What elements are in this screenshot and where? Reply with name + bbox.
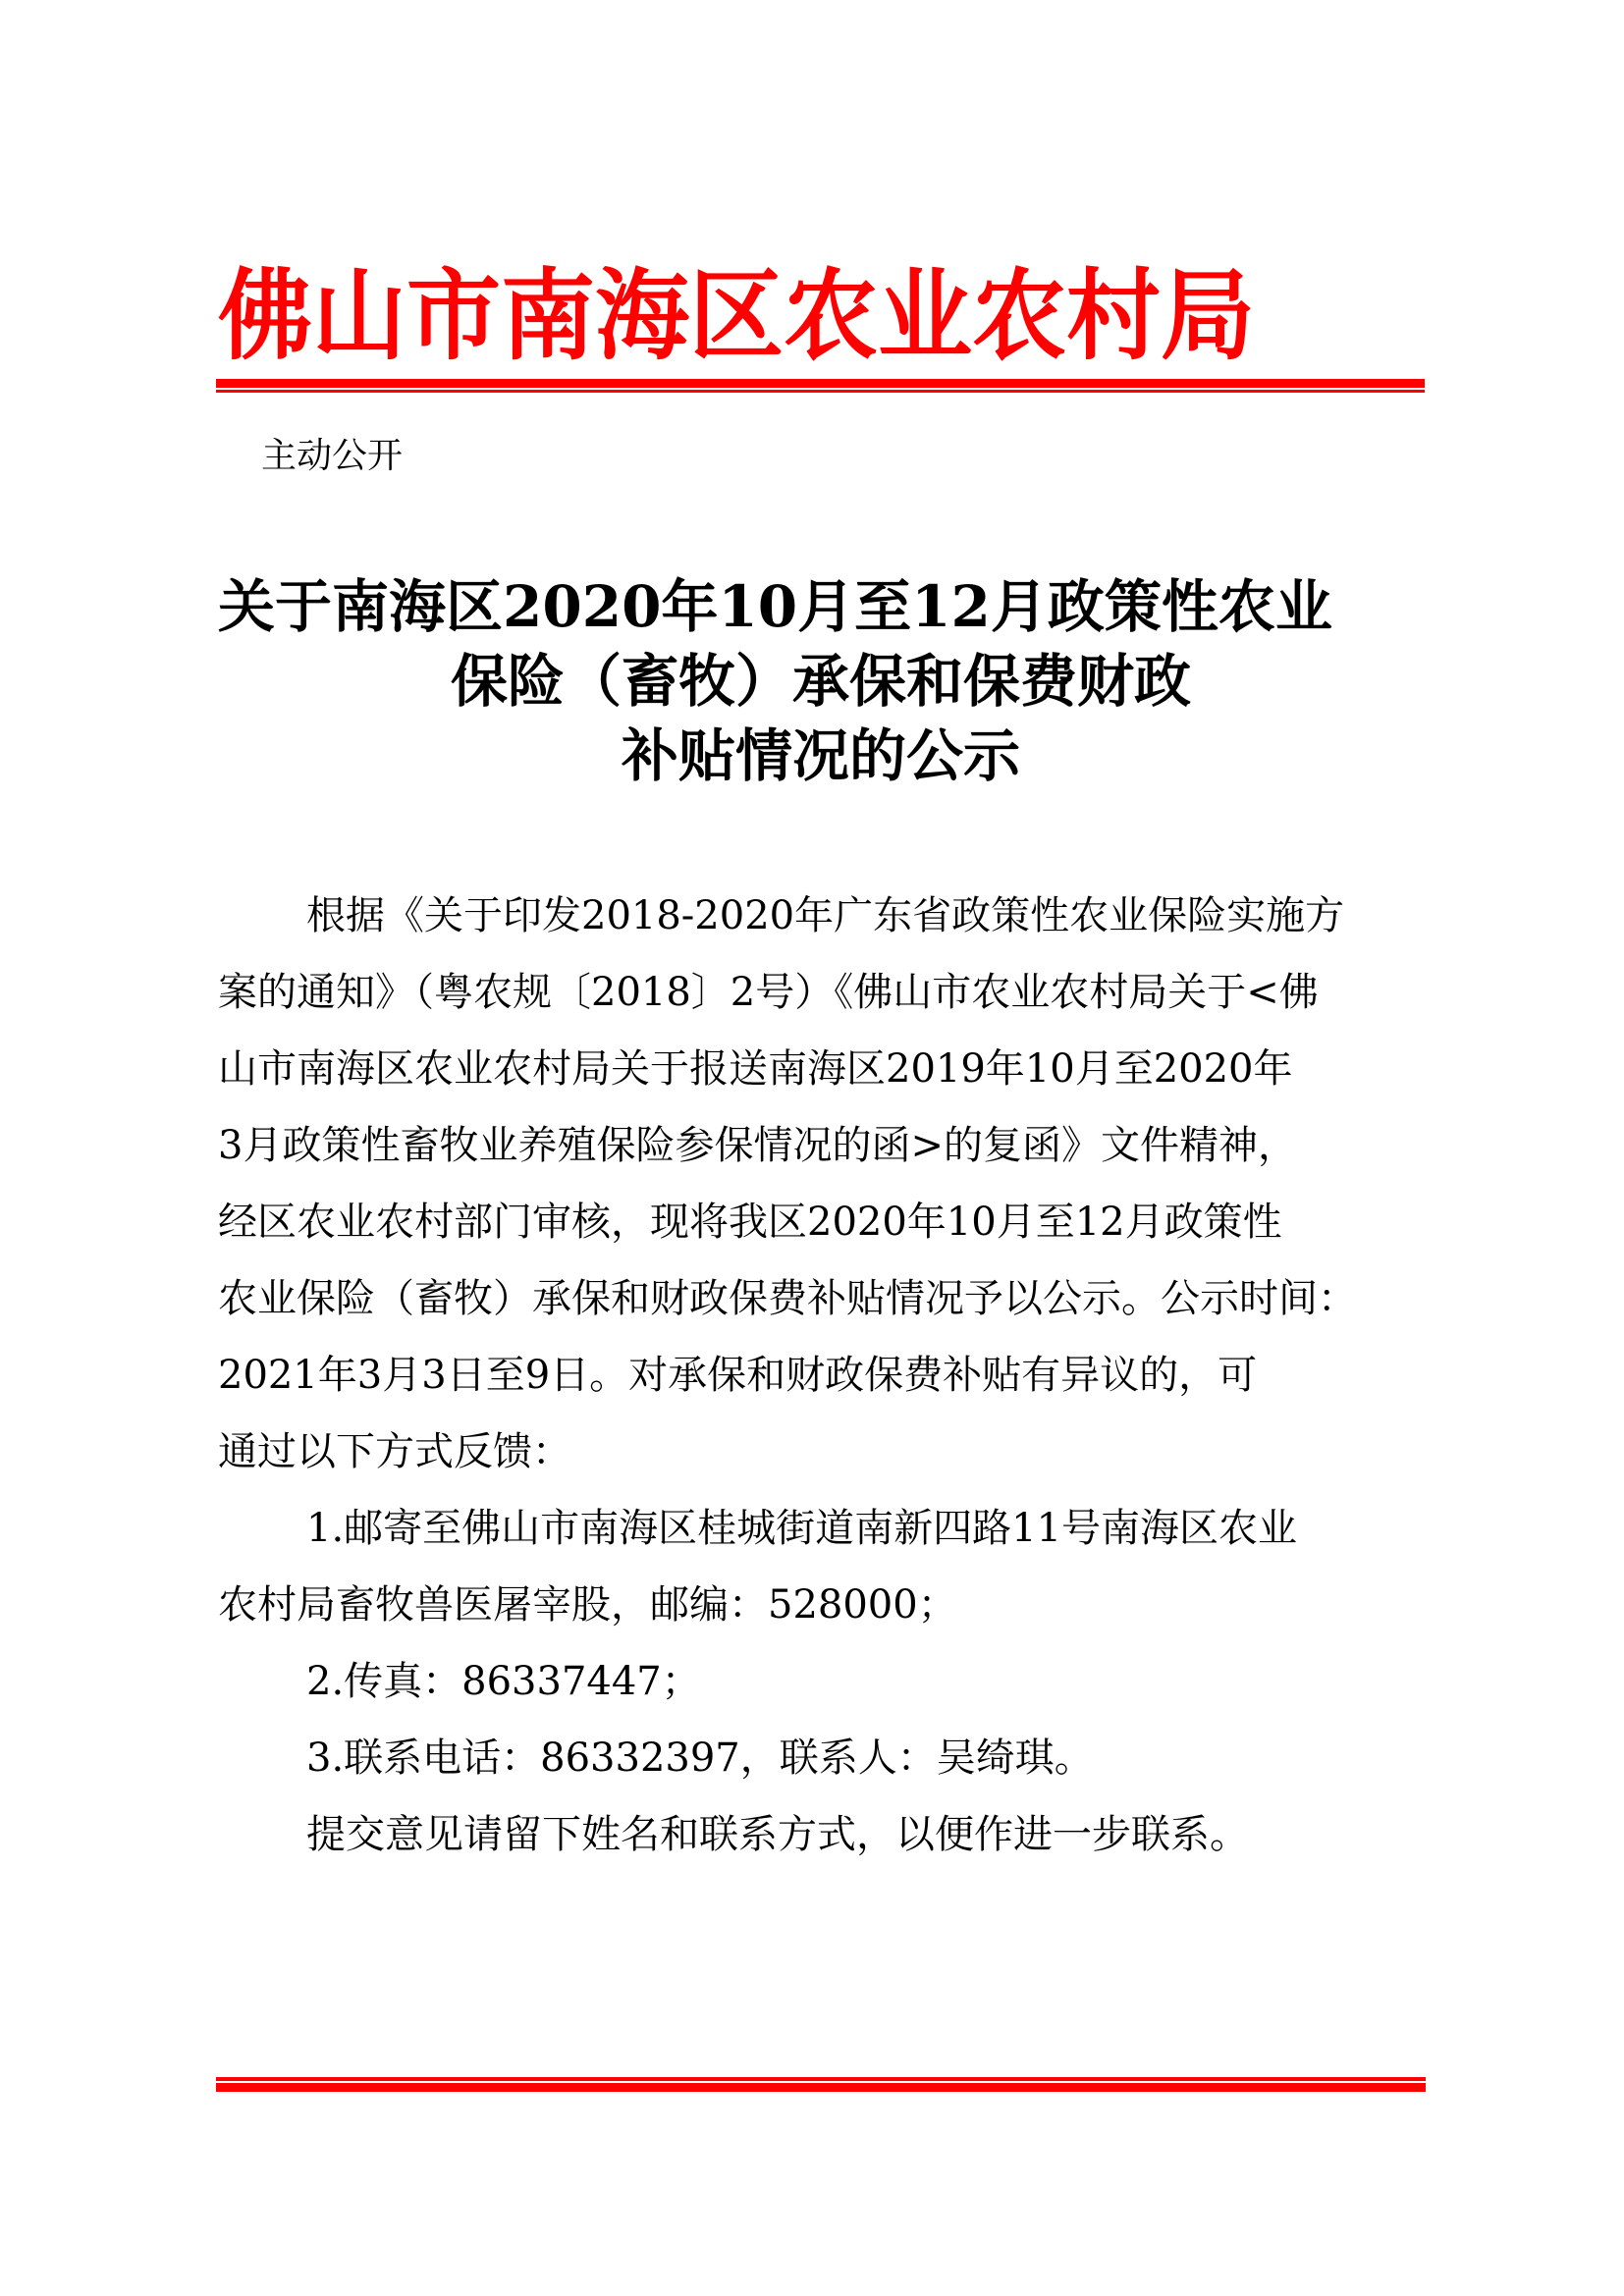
feedback-item-mail: 1.邮寄至佛山市南海区桂城街道南新四路11号南海区农业: [306, 1506, 1298, 1551]
document-title-line-1: [218, 572, 1424, 641]
feedback-item-mail-cont: 农村局畜牧兽医屠宰股，邮编：528000；: [218, 1582, 957, 1628]
body-paragraph-line: 2021年3月3日至9日。对承保和财政保费补贴有异议的，可: [218, 1353, 1258, 1398]
closing-note: 提交意见请留下姓名和联系方式，以便作进一步联系。: [306, 1812, 1249, 1857]
body-paragraph-line: 案的通知》（粤农规〔2018〕2号）《佛山市农业农村局关于<佛: [218, 970, 1319, 1015]
letterhead-rule-thick: [216, 379, 1425, 388]
title-text-1: 关于南海区2020年10月至12月政策性农业: [218, 573, 1332, 640]
footer-rule-thin: [216, 2077, 1426, 2081]
body-paragraph-line: 3月政策性畜牧业养殖保险参保情况的函>的复函》文件精神，: [218, 1123, 1297, 1168]
body-paragraph-line: 山市南海区农业农村局关于报送南海区2019年10月至2020年: [218, 1046, 1293, 1092]
document-title-line-3: 补贴情况的公示: [621, 722, 1020, 789]
letterhead-rule-thin: [216, 390, 1425, 393]
body-paragraph-line: 经区农业农村部门审核，现将我区2020年10月至12月政策性: [218, 1200, 1282, 1245]
organization-name: 佛山市南海区农业农村局: [218, 257, 1255, 374]
feedback-item-phone: 3.联系电话：86332397，联系人：吴绮琪。: [306, 1735, 1094, 1781]
footer-rule-thick: [216, 2083, 1426, 2092]
organization-letterhead: [218, 257, 1424, 375]
document-title-line-2: 保险（畜牧）承保和保费财政: [450, 648, 1191, 715]
body-paragraph-line: 通过以下方式反馈：: [218, 1429, 571, 1474]
feedback-item-fax: 2.传真：86337447；: [306, 1659, 701, 1704]
disclosure-label: 主动公开: [261, 436, 404, 476]
body-paragraph-line: 根据《关于印发2018-2020年广东省政策性农业保险实施方: [306, 893, 1345, 938]
body-paragraph-line: 农业保险（畜牧）承保和财政保费补贴情况予以公示。公示时间：: [218, 1276, 1357, 1321]
